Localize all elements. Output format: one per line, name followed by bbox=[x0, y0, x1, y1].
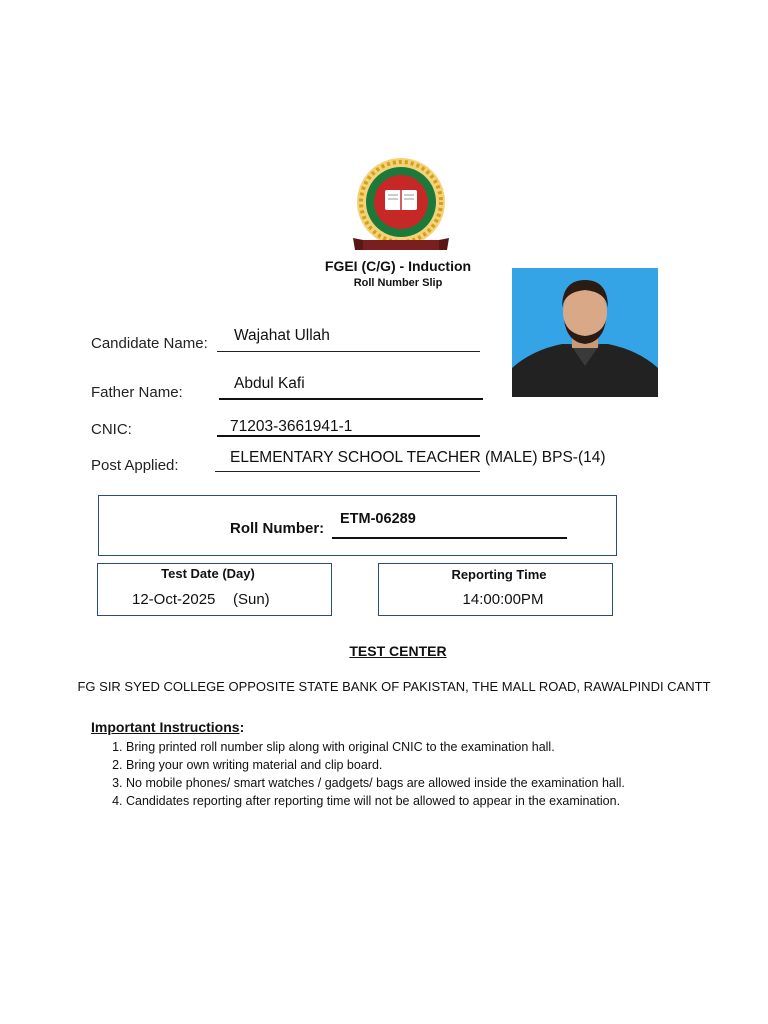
candidate-name-underline bbox=[217, 351, 480, 352]
roll-number-underline bbox=[332, 537, 567, 539]
instruction-item: 1. Bring printed roll number slip along with original CNIC to the examination hall. bbox=[126, 738, 625, 756]
cnic-value: 71203-3661941-1 bbox=[230, 418, 353, 435]
test-center-address: FG SIR SYED COLLEGE OPPOSITE STATE BANK OF PAKISTAN, THE MALL ROAD, RAWALPINDI CANTT bbox=[77, 679, 711, 694]
candidate-photo bbox=[512, 268, 658, 397]
instructions-list bbox=[104, 738, 625, 810]
avatar-icon bbox=[512, 268, 658, 397]
reporting-time-value: 14:00:00PM bbox=[462, 591, 544, 608]
post-underline bbox=[215, 471, 480, 472]
father-name-underline bbox=[219, 398, 483, 400]
roll-number-label: Roll Number: bbox=[230, 520, 325, 537]
test-date-label: Test Date (Day) bbox=[161, 566, 255, 581]
candidate-name-value: Wajahat Ullah bbox=[234, 327, 330, 344]
instruction-item: 2. Bring your own writing material and clip board. bbox=[126, 756, 625, 774]
test-day-value: (Sun) bbox=[233, 591, 270, 608]
post-value: ELEMENTARY SCHOOL TEACHER (MALE) BPS-(14) bbox=[230, 449, 606, 466]
candidate-name-label: Candidate Name: bbox=[91, 335, 208, 352]
page-title: FGEI (C/G) - Induction bbox=[324, 258, 472, 274]
roll-number-box bbox=[98, 495, 617, 556]
father-name-label: Father Name: bbox=[91, 384, 183, 401]
instruction-item: 4. Candidates reporting after reporting time will not be allowed to appear in the examination. bbox=[126, 792, 625, 810]
roll-number-value: ETM-06289 bbox=[340, 511, 416, 527]
instructions-title bbox=[91, 719, 244, 735]
test-date-box bbox=[97, 563, 332, 616]
book-emblem-icon bbox=[349, 158, 453, 254]
page-subtitle: Roll Number Slip bbox=[353, 277, 443, 289]
test-date-value: 12-Oct-2025 bbox=[132, 591, 216, 608]
instructions-title-colon: : bbox=[239, 719, 245, 735]
instruction-item: 3. No mobile phones/ smart watches / gadgets/ bags are allowed inside the examination hall. bbox=[126, 774, 625, 792]
instructions-title-text: Important Instructions bbox=[91, 719, 240, 735]
test-center-heading: TEST CENTER bbox=[349, 643, 447, 659]
cnic-underline bbox=[217, 435, 480, 437]
post-label: Post Applied: bbox=[91, 457, 179, 474]
reporting-time-label: Reporting Time bbox=[451, 567, 547, 582]
fgei-logo bbox=[349, 158, 453, 254]
reporting-time-box bbox=[378, 563, 613, 616]
father-name-value: Abdul Kafi bbox=[234, 375, 305, 392]
cnic-label: CNIC: bbox=[91, 421, 132, 438]
